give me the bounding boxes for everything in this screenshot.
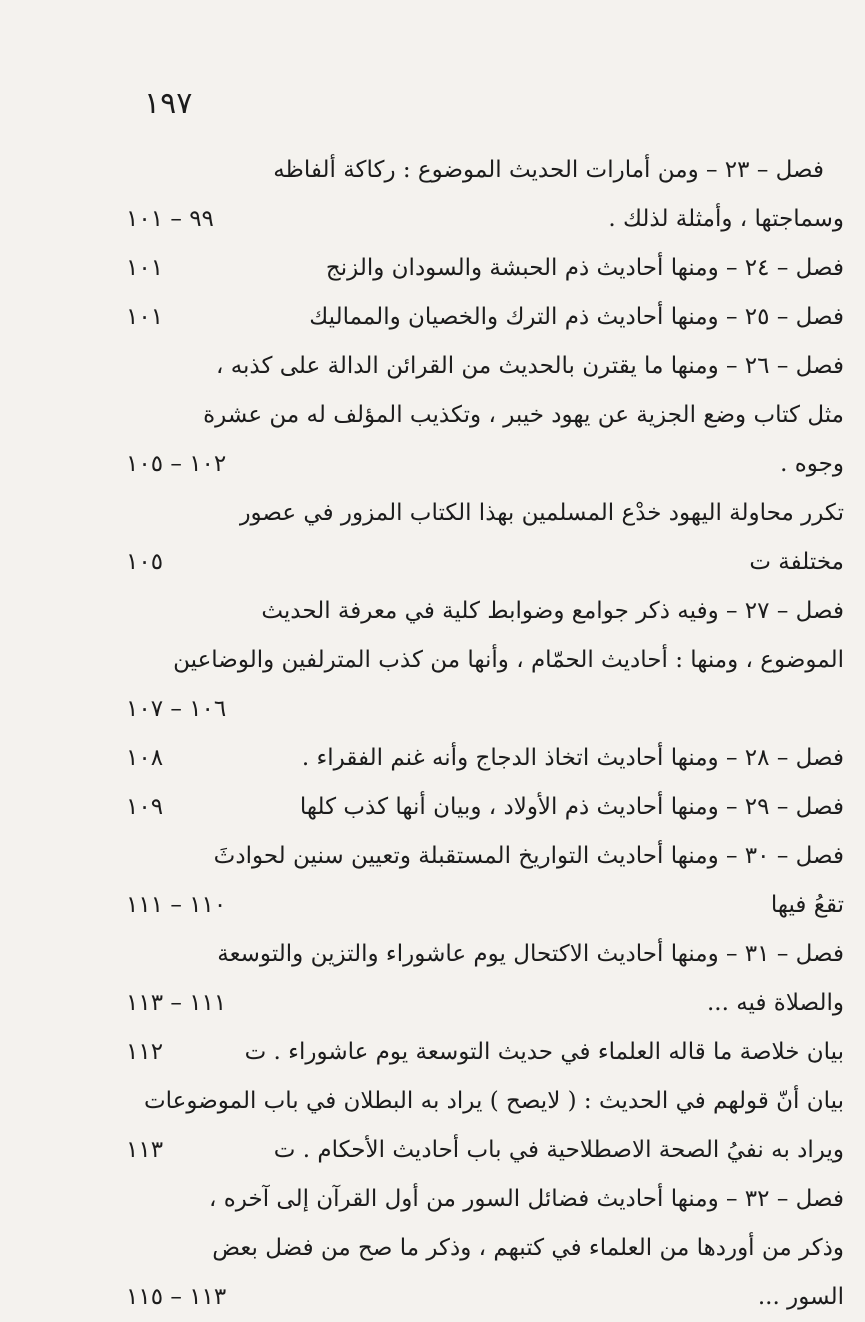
toc-line-text: فصل – ٣٢ – ومنها أحاديث فضائل السور من أول القرآن إلى آخره ، bbox=[209, 1186, 844, 1212]
toc-line bbox=[118, 195, 844, 244]
toc-entry bbox=[118, 293, 844, 342]
toc-entry bbox=[118, 1077, 844, 1175]
toc-line-text: الموضوع ، ومنها : أحاديث الحمّام ، وأنها من كذب المترلفين والوضاعين bbox=[173, 647, 844, 673]
toc-line bbox=[118, 1077, 844, 1126]
toc-page-ref: ١١٣ bbox=[126, 1137, 164, 1163]
toc-page-ref: ١٠٩ bbox=[126, 794, 164, 820]
toc-line bbox=[118, 244, 844, 293]
toc-line-text: فصل – ٢٧ – وفيه ذكر جوامع وضوابط كلية في معرفة الحديث bbox=[261, 598, 844, 624]
toc-line bbox=[118, 979, 844, 1028]
toc-entry bbox=[118, 832, 844, 930]
toc-entry bbox=[118, 734, 844, 783]
toc-line-text: تقعُ فيها bbox=[770, 892, 844, 918]
toc-line bbox=[118, 293, 844, 342]
toc-entry bbox=[118, 489, 844, 587]
toc-line bbox=[118, 881, 844, 930]
toc-line bbox=[118, 636, 844, 685]
toc-line-text: فصل – ٢٨ – ومنها أحاديث اتخاذ الدجاج وأنه غنم الفقراء . bbox=[301, 745, 844, 771]
toc-line-text: بيان أنّ قولهم في الحديث : ( لايصح ) يراد به البطلان في باب الموضوعات bbox=[143, 1088, 844, 1114]
toc-line-text: فصل – ٢٦ – ومنها ما يقترن بالحديث من القرائن الدالة على كذبه ، bbox=[215, 353, 844, 379]
toc-entry bbox=[118, 342, 844, 489]
toc-line bbox=[118, 1126, 844, 1175]
toc-line-text: فصل – ٣١ – ومنها أحاديث الاكتحال يوم عاشوراء والتزين والتوسعة bbox=[217, 941, 844, 967]
toc-page-ref: ١١٣ – ١١٥ bbox=[126, 1284, 227, 1310]
toc-line-text: والصلاة فيه ... bbox=[706, 990, 844, 1016]
toc-line-text: تكرر محاولة اليهود خدْع المسلمين بهذا الكتاب المزور في عصور bbox=[239, 500, 844, 526]
toc-page-ref: ١٠٦ – ١٠٧ bbox=[126, 696, 227, 722]
toc-entry bbox=[118, 1028, 844, 1077]
toc-line bbox=[118, 587, 844, 636]
toc-line bbox=[118, 146, 844, 195]
toc-entry bbox=[118, 244, 844, 293]
toc-line bbox=[118, 342, 844, 391]
toc-line-text: فصل – ٢٩ – ومنها أحاديث ذم الأولاد ، وبيان أنها كذب كلها bbox=[299, 794, 844, 820]
toc-page-ref: ٩٩ – ١٠١ bbox=[126, 206, 214, 232]
toc-line-text: وجوه . bbox=[780, 451, 844, 477]
toc-line bbox=[118, 1175, 844, 1224]
toc-entry bbox=[118, 930, 844, 1028]
toc-line bbox=[118, 734, 844, 783]
toc-line-text: فصل – ٢٣ – ومن أمارات الحديث الموضوع : ركاكة ألفاظه bbox=[273, 157, 824, 183]
toc-entry bbox=[118, 1175, 844, 1322]
toc-line-text: وذكر من أوردها من العلماء في كتبهم ، وذكر ما صح من فضل بعض bbox=[212, 1235, 844, 1261]
toc-line-text: وسماجتها ، وأمثلة لذلك . bbox=[608, 206, 844, 232]
toc-line bbox=[118, 930, 844, 979]
toc-line-text: فصل – ٢٤ – ومنها أحاديث ذم الحبشة والسودان والزنج bbox=[325, 255, 844, 281]
toc-line-text: السور ... bbox=[757, 1284, 844, 1310]
toc-line bbox=[118, 1273, 844, 1322]
toc-entry bbox=[118, 783, 844, 832]
toc-line bbox=[118, 440, 844, 489]
table-of-contents bbox=[118, 146, 844, 1322]
toc-page-ref: ١١٢ bbox=[126, 1039, 164, 1065]
toc-entry bbox=[118, 587, 844, 734]
toc-line bbox=[118, 489, 844, 538]
toc-line bbox=[118, 538, 844, 587]
toc-line-text: مثل كتاب وضع الجزية عن يهود خيبر ، وتكذيب المؤلف له من عشرة bbox=[203, 402, 844, 428]
toc-line bbox=[118, 1224, 844, 1273]
toc-page-ref: ١٠٥ bbox=[126, 549, 164, 575]
toc-line-text: فصل – ٢٥ – ومنها أحاديث ذم الترك والخصيان والمماليك bbox=[309, 304, 844, 330]
toc-page-ref: ١١٠ – ١١١ bbox=[126, 892, 227, 918]
toc-line bbox=[118, 783, 844, 832]
toc-line-text: ويراد به نفيُ الصحة الاصطلاحية في باب أحاديث الأحكام . ت bbox=[273, 1137, 844, 1163]
toc-page-ref: ١٠٨ bbox=[126, 745, 164, 771]
toc-line bbox=[118, 391, 844, 440]
toc-line bbox=[118, 685, 844, 734]
toc-page-ref: ١٠٢ – ١٠٥ bbox=[126, 451, 227, 477]
toc-page-ref: ١١١ – ١١٣ bbox=[126, 990, 227, 1016]
toc-entry bbox=[118, 146, 844, 244]
toc-line bbox=[118, 1028, 844, 1077]
toc-page-ref: ١٠١ bbox=[126, 304, 164, 330]
page-number: ١٩٧ bbox=[144, 86, 193, 121]
toc-line bbox=[118, 832, 844, 881]
toc-line-text: بيان خلاصة ما قاله العلماء في حديث التوسعة يوم عاشوراء . ت bbox=[244, 1039, 844, 1065]
toc-line-text: فصل – ٣٠ – ومنها أحاديث التواريخ المستقبلة وتعيين سنين لحوادثَ bbox=[213, 843, 844, 869]
toc-page-ref: ١٠١ bbox=[126, 255, 164, 281]
toc-line-text: مختلفة ت bbox=[749, 549, 844, 575]
